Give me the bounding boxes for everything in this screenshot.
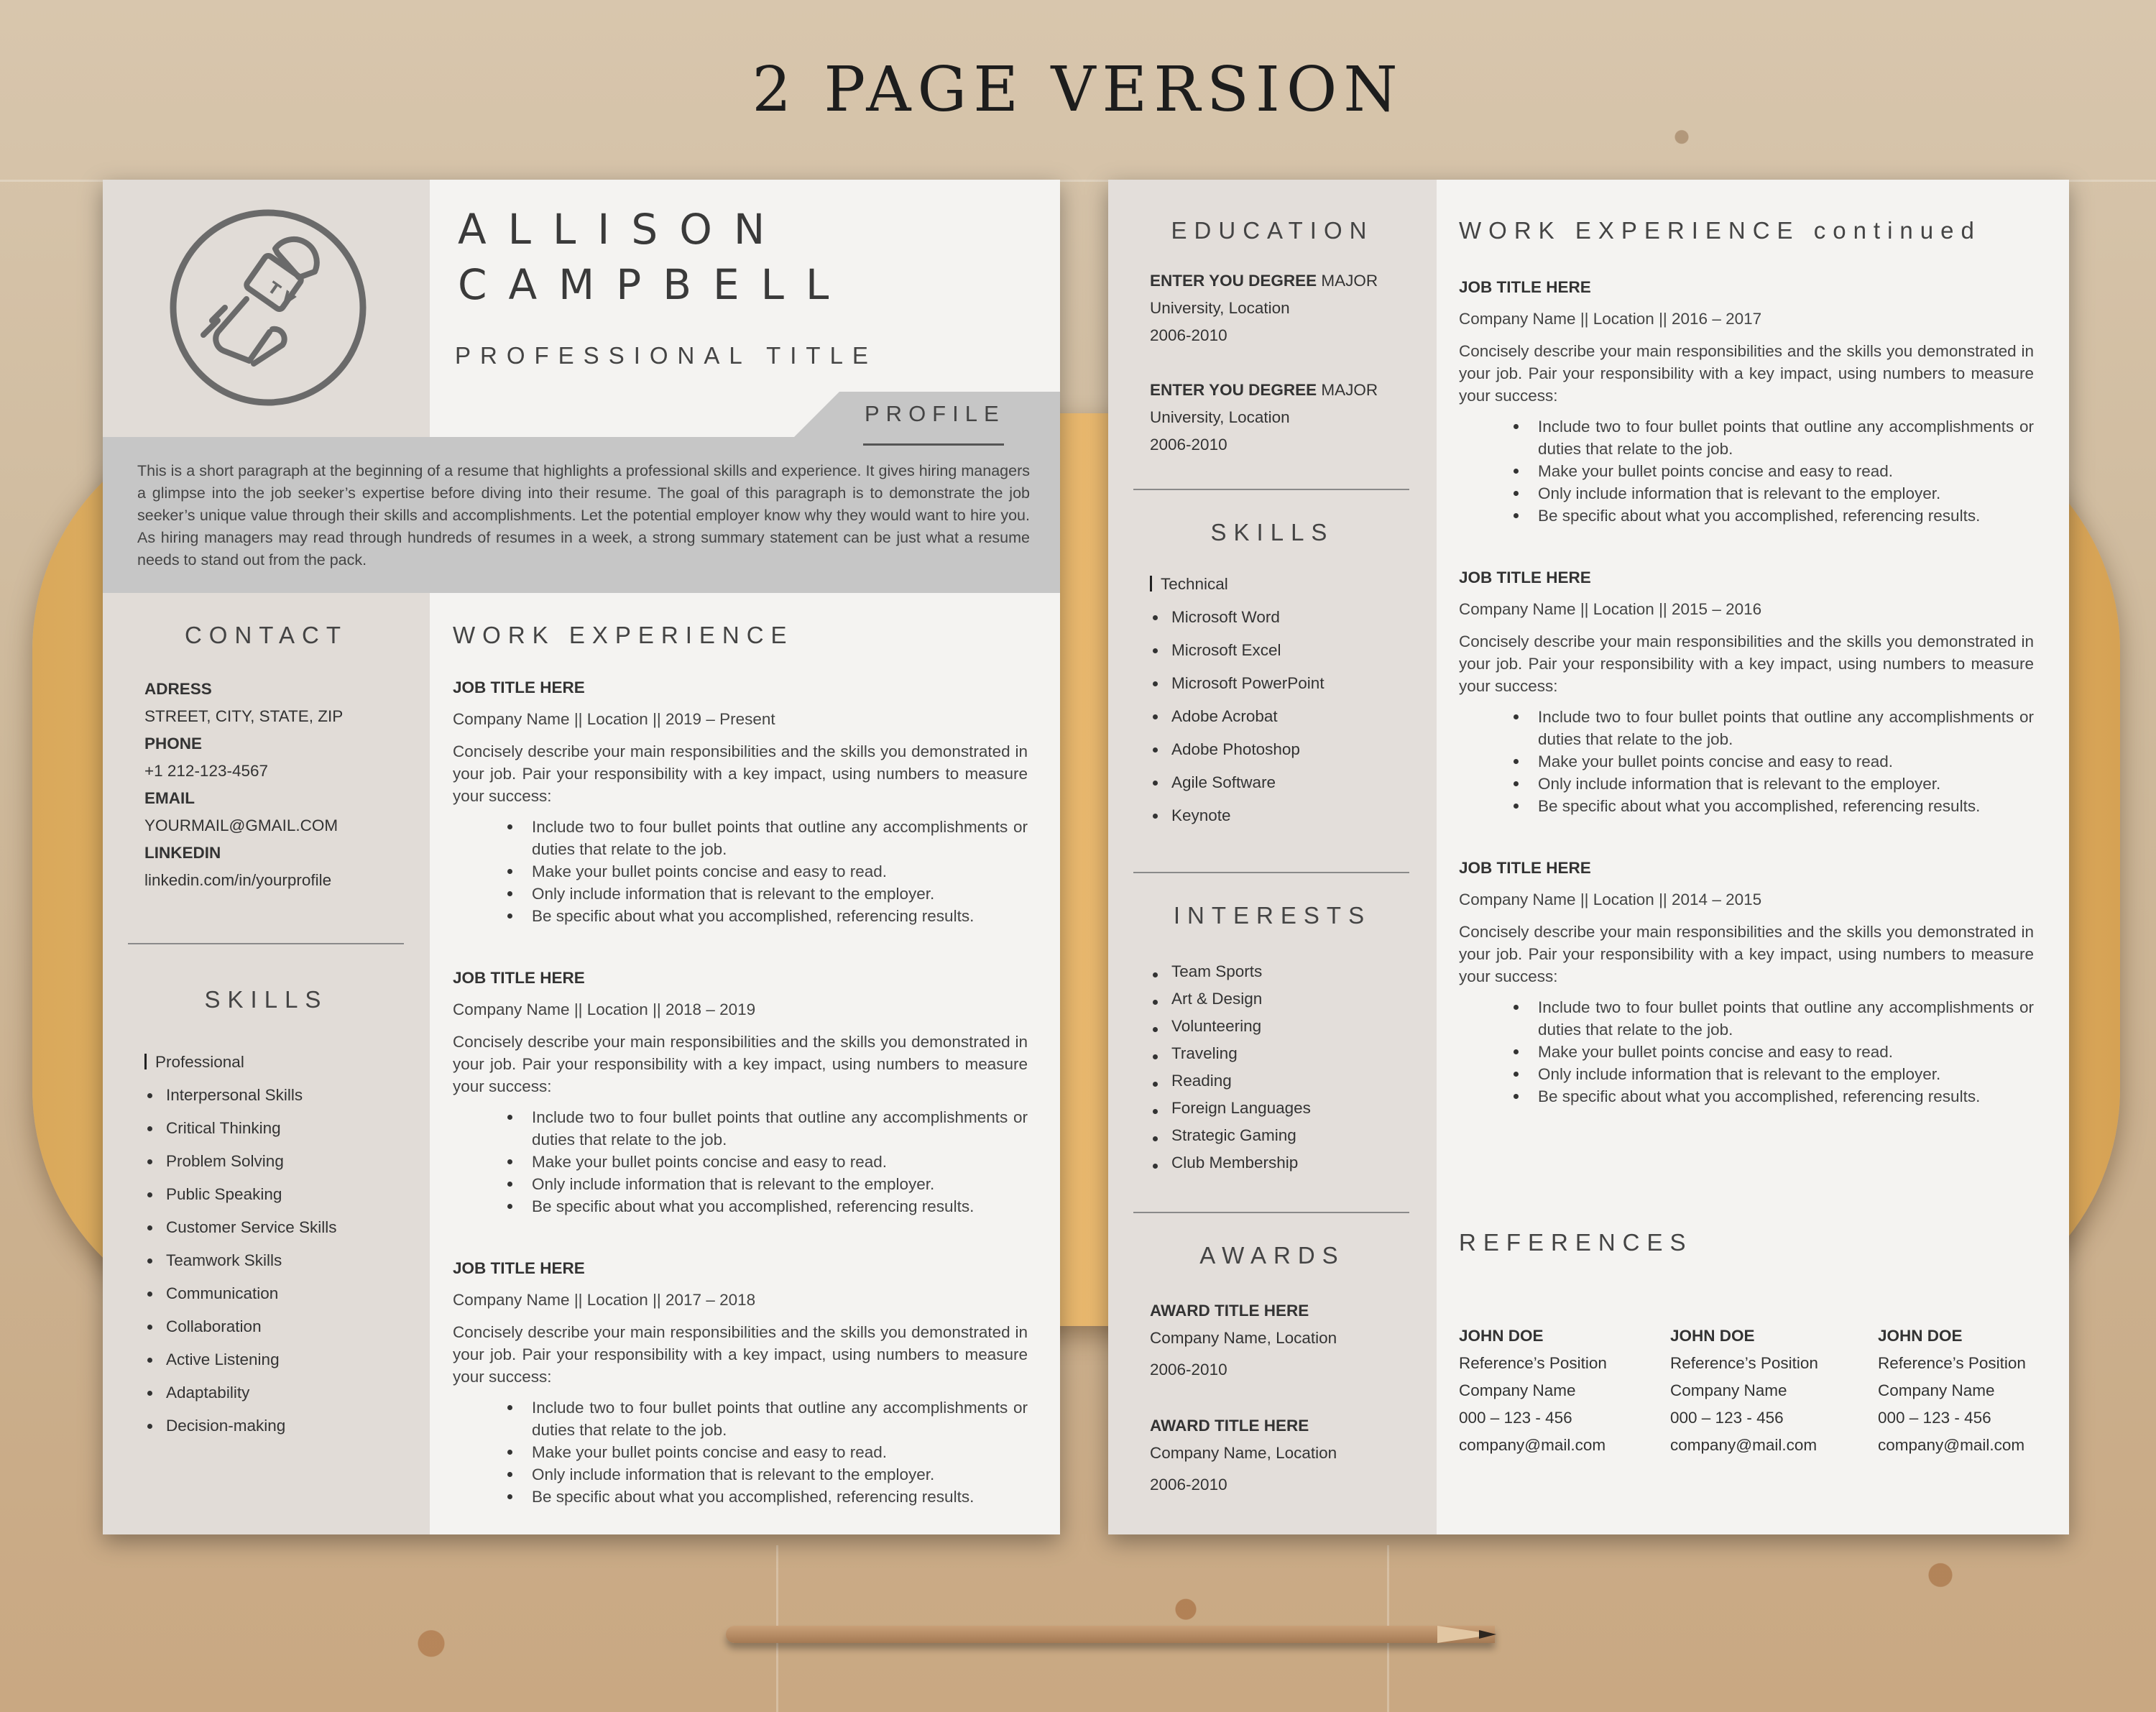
job-bullet: Only include information that is relevant to the employer. — [1509, 482, 2034, 505]
skill-item: Decision-making — [144, 1409, 337, 1442]
interest-item: Traveling — [1150, 1040, 1311, 1067]
award-title: AWARD TITLE HERE — [1150, 1417, 1309, 1435]
major: MAJOR — [1321, 272, 1378, 290]
job-bullet: Only include information that is relevant to the employer. — [503, 1463, 1028, 1486]
job-bullet: Make your bullet points concise and easy to read. — [503, 1441, 1028, 1463]
interest-item: Foreign Languages — [1150, 1095, 1311, 1122]
reference-position: Reference’s Position — [1878, 1354, 2026, 1372]
skill-item: Teamwork Skills — [144, 1244, 337, 1277]
divider — [1133, 872, 1409, 873]
years: 2006-2010 — [1150, 326, 1227, 344]
phone-label: PHONE — [144, 735, 203, 753]
reference-email: company@mail.com — [1670, 1436, 1818, 1454]
interest-item: Reading — [1150, 1067, 1311, 1095]
job-meta: Company Name || Location || 2017 – 2018 — [453, 1291, 756, 1309]
reference-entry — [1878, 1322, 2026, 1459]
job-entry — [453, 677, 1028, 927]
school: University, Location — [1150, 408, 1290, 426]
profile-underline — [863, 443, 1004, 446]
skill-item: Keynote — [1150, 799, 1325, 832]
job-meta: Company Name || Location || 2018 – 2019 — [453, 1000, 756, 1018]
linkedin-label: LINKEDIN — [144, 844, 221, 862]
job-meta: Company Name || Location || 2016 – 2017 — [1459, 310, 1762, 328]
interest-item: Team Sports — [1150, 958, 1311, 985]
job-bullet: Be specific about what you accomplished, referencing results. — [503, 1195, 1028, 1218]
job-title: JOB TITLE HERE — [453, 969, 585, 987]
divider — [1133, 1212, 1409, 1213]
address-label: ADRESS — [144, 680, 212, 698]
award-company: Company Name, Location — [1150, 1444, 1337, 1462]
job-meta: Company Name || Location || 2014 – 2015 — [1459, 890, 1762, 908]
years: 2006-2010 — [1150, 436, 1227, 454]
job-entry — [453, 1258, 1028, 1508]
job-bullet: Only include information that is relevant to the employer. — [1509, 1063, 2034, 1085]
job-description: Concisely describe your main responsibilities and the skills you demonstrated in your job. Pair your responsibility with a key impact, using numbers to measure your success: — [1459, 923, 2034, 985]
job-title: JOB TITLE HERE — [453, 1259, 585, 1277]
skills-list — [144, 1046, 337, 1442]
award-title: AWARD TITLE HERE — [1150, 1302, 1309, 1320]
job-bullet: Include two to four bullet points that outline any accomplishments or duties that relate to the job. — [503, 816, 1028, 860]
skills-group-label: Professional — [155, 1053, 244, 1071]
job-bullet: Be specific about what you accomplished, referencing results. — [1509, 795, 2034, 817]
job-title: JOB TITLE HERE — [1459, 569, 1591, 586]
job-entry — [453, 967, 1028, 1218]
linkedin-value: linkedin.com/in/yourprofile — [144, 871, 332, 889]
skills-group-professional — [144, 1046, 337, 1079]
skill-item: Microsoft Word — [1150, 601, 1325, 634]
skills-group-label: Technical — [1161, 575, 1228, 593]
job-bullet: Be specific about what you accomplished, referencing results. — [503, 905, 1028, 927]
reference-company: Company Name — [1670, 1381, 1787, 1399]
job-bullet: Be specific about what you accomplished, referencing results. — [1509, 505, 2034, 527]
skill-item: Adaptability — [144, 1376, 337, 1409]
bar-marker — [1150, 576, 1152, 592]
bar-marker — [144, 1054, 147, 1069]
job-bullet: Only include information that is relevant to the employer. — [503, 883, 1028, 905]
job-bullet: Be specific about what you accomplished, referencing results. — [1509, 1085, 2034, 1108]
contact-block — [144, 676, 343, 894]
skill-item: Microsoft PowerPoint — [1150, 667, 1325, 700]
job-description: Concisely describe your main responsibilities and the skills you demonstrated in your job. Pair your responsibility with a key impact, using numbers to measure your success: — [1459, 632, 2034, 695]
reference-company: Company Name — [1878, 1381, 1995, 1399]
education-heading: EDUCATION — [1171, 217, 1374, 244]
award-years: 2006-2010 — [1150, 1476, 1227, 1494]
address-value: STREET, CITY, STATE, ZIP — [144, 707, 344, 725]
school: University, Location — [1150, 299, 1290, 317]
pencil-lead — [1479, 1630, 1496, 1639]
skills-group-technical — [1150, 568, 1325, 601]
job-description: Concisely describe your main responsibilities and the skills you demonstrated in your job. Pair your responsibility with a key impact, using numbers to measure your success: — [453, 1033, 1028, 1095]
skill-item: Adobe Acrobat — [1150, 700, 1325, 733]
job-bullet: Only include information that is relevant to the employer. — [503, 1173, 1028, 1195]
name-last: CAMPBELL — [458, 260, 851, 309]
job-entry — [1459, 567, 2034, 817]
job-bullet: Make your bullet points concise and easy to read. — [1509, 750, 2034, 773]
interest-item: Strategic Gaming — [1150, 1122, 1311, 1149]
resume-page-2 — [1108, 180, 2069, 1534]
reference-email: company@mail.com — [1459, 1436, 1606, 1454]
job-description: Concisely describe your main responsibilities and the skills you demonstrated in your job. Pair your responsibility with a key impact, using numbers to measure your success: — [453, 742, 1028, 805]
skills-list — [1150, 568, 1325, 832]
job-bullet: Include two to four bullet points that outline any accomplishments or duties that relate to the job. — [1509, 706, 2034, 750]
job-description: Concisely describe your main responsibilities and the skills you demonstrated in your job. Pair your responsibility with a key impact, using numbers to measure your success: — [1459, 342, 2034, 405]
email-value: YOURMAIL@GMAIL.COM — [144, 816, 338, 834]
award-company: Company Name, Location — [1150, 1329, 1337, 1347]
svg-text:T V: T V — [264, 278, 298, 310]
interest-item: Club Membership — [1150, 1149, 1311, 1177]
reference-name: JOHN DOE — [1878, 1327, 1963, 1345]
interest-item: Volunteering — [1150, 1013, 1311, 1040]
award-entry — [1150, 1297, 1337, 1384]
skill-item: Active Listening — [144, 1343, 337, 1376]
references-heading: REFERENCES — [1459, 1229, 1693, 1256]
skill-item: Agile Software — [1150, 766, 1325, 799]
skills-heading: SKILLS — [204, 986, 328, 1013]
job-entry — [1459, 277, 2034, 527]
awards-heading: AWARDS — [1199, 1242, 1345, 1269]
job-bullet: Make your bullet points concise and easy to read. — [1509, 1041, 2034, 1063]
job-title: JOB TITLE HERE — [1459, 859, 1591, 877]
job-title: JOB TITLE HERE — [1459, 278, 1591, 296]
interests-heading: INTERESTS — [1173, 902, 1372, 929]
reference-email: company@mail.com — [1878, 1436, 2025, 1454]
skill-item: Customer Service Skills — [144, 1211, 337, 1244]
job-description: Concisely describe your main responsibilities and the skills you demonstrated in your job. Pair your responsibility with a key impact, using numbers to measure your success: — [453, 1323, 1028, 1386]
divider — [1133, 489, 1409, 490]
education-entry — [1150, 377, 1378, 459]
skill-item: Microsoft Excel — [1150, 634, 1325, 667]
reference-entry — [1459, 1322, 1607, 1459]
skill-item: Adobe Photoshop — [1150, 733, 1325, 766]
job-bullet: Make your bullet points concise and easy to read. — [503, 860, 1028, 883]
reference-name: JOHN DOE — [1459, 1327, 1544, 1345]
work-experience-heading: WORK EXPERIENCE — [453, 622, 794, 648]
job-meta: Company Name || Location || 2015 – 2016 — [1459, 600, 1762, 618]
job-title: JOB TITLE HERE — [453, 678, 585, 696]
microphone-hand-icon — [167, 207, 369, 408]
professional-title: PROFESSIONAL TITLE — [455, 342, 877, 369]
work-experience-continued-heading: WORK EXPERIENCE continued — [1459, 217, 1981, 244]
email-label: EMAIL — [144, 789, 195, 807]
job-bullet: Include two to four bullet points that outline any accomplishments or duties that relate to the job. — [503, 1396, 1028, 1441]
skill-item: Collaboration — [144, 1310, 337, 1343]
reference-company: Company Name — [1459, 1381, 1576, 1399]
interest-item: Art & Design — [1150, 985, 1311, 1013]
award-years: 2006-2010 — [1150, 1361, 1227, 1379]
job-entry — [1459, 857, 2034, 1108]
skill-item: Communication — [144, 1277, 337, 1310]
skill-item: Public Speaking — [144, 1178, 337, 1211]
name-first: ALLISON — [458, 205, 787, 254]
profile-text: This is a short paragraph at the beginning of a resume that highlights a professional skills and experience. It gives hiring managers a glimpse into the job seeker’s expertise before diving into their resume. The goal of this paragraph is to demonstrate the job seeker’s unique value through their skills and accomplishments. Let the potential employer know why they would want to hire you. As hiring managers may read through hundreds of resumes in a week, a strong summary statement can be just what a resume needs to stand out from the pack. — [137, 462, 1030, 569]
job-bullet: Include two to four bullet points that outline any accomplishments or duties that relate to the job. — [1509, 996, 2034, 1041]
skills-heading: SKILLS — [1210, 519, 1335, 546]
reference-entry — [1670, 1322, 1818, 1459]
degree: ENTER YOU DEGREE — [1150, 381, 1317, 399]
reference-phone: 000 – 123 - 456 — [1459, 1409, 1572, 1427]
pencil — [726, 1626, 1495, 1643]
job-bullet: Only include information that is relevant to the employer. — [1509, 773, 2034, 795]
reference-name: JOHN DOE — [1670, 1327, 1755, 1345]
education-entry — [1150, 267, 1378, 349]
skill-item: Critical Thinking — [144, 1112, 337, 1145]
phone-value: +1 212-123-4567 — [144, 762, 269, 780]
interests-list — [1150, 958, 1311, 1177]
job-bullet: Include two to four bullet points that outline any accomplishments or duties that relate to the job. — [1509, 415, 2034, 460]
job-bullet: Make your bullet points concise and easy to read. — [1509, 460, 2034, 482]
reference-position: Reference’s Position — [1670, 1354, 1818, 1372]
skill-item: Problem Solving — [144, 1145, 337, 1178]
award-entry — [1150, 1412, 1337, 1499]
job-bullet: Include two to four bullet points that outline any accomplishments or duties that relate to the job. — [503, 1106, 1028, 1151]
skill-item: Interpersonal Skills — [144, 1079, 337, 1112]
reference-phone: 000 – 123 - 456 — [1670, 1409, 1784, 1427]
resume-page-1 — [103, 180, 1060, 1534]
job-bullet: Make your bullet points concise and easy to read. — [503, 1151, 1028, 1173]
reference-phone: 000 – 123 - 456 — [1878, 1409, 1991, 1427]
major: MAJOR — [1321, 381, 1378, 399]
reference-position: Reference’s Position — [1459, 1354, 1607, 1372]
degree: ENTER YOU DEGREE — [1150, 272, 1317, 290]
profile-heading: PROFILE — [865, 401, 1005, 426]
divider — [128, 943, 404, 944]
job-bullet: Be specific about what you accomplished, referencing results. — [503, 1486, 1028, 1508]
banner-title: 2 PAGE VERSION — [752, 54, 1404, 126]
contact-heading: CONTACT — [184, 622, 349, 648]
job-meta: Company Name || Location || 2019 – Present — [453, 710, 775, 728]
